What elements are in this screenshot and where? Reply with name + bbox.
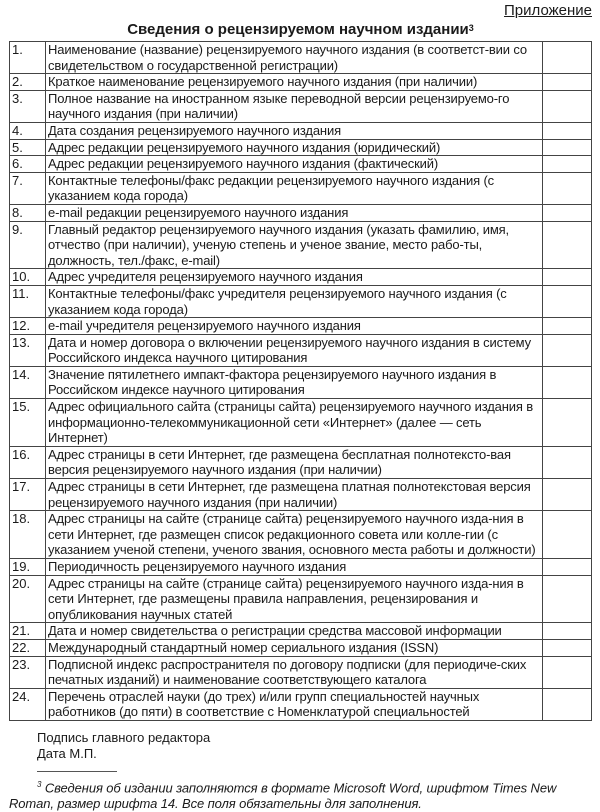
row-value-cell[interactable] [543,446,592,478]
row-value-cell[interactable] [543,366,592,398]
table-row [10,90,592,122]
table-row [10,42,592,74]
row-value-cell[interactable] [543,139,592,156]
row-number: 6. [10,156,46,173]
table-row [10,156,592,173]
page-title [9,20,592,39]
row-value-cell[interactable] [543,623,592,640]
row-value-cell[interactable] [543,172,592,204]
row-field-label: Дата и номер свидетельства о регистрации средства массовой информации [46,623,543,640]
table-row [10,285,592,317]
row-number: 24. [10,688,46,720]
footnote-mark: 3 [37,779,42,789]
row-field-label: Дата создания рецензируемого научного издания [46,122,543,139]
table-row [10,639,592,656]
footnote-divider [37,771,117,772]
table-row [10,656,592,688]
signature-date-line: Дата М.П. [37,745,97,761]
row-field-label: Перечень отраслей науки (до трех) и/или групп специальностей научных работников (до пяти) в соответствие с Номенклатурой специальностей [46,688,543,720]
row-number: 20. [10,575,46,623]
table-row [10,623,592,640]
row-number: 5. [10,139,46,156]
row-value-cell[interactable] [543,479,592,511]
appendix-label: Приложение [504,2,592,19]
table-row [10,688,592,720]
row-number: 19. [10,559,46,576]
footnote-text: Сведения об издании заполняются в формате Microsoft Word, шрифтом Times New Roman, размер шрифта 14. Все поля обязательны для заполнения. [9,780,557,812]
row-field-label: Наименование (название) рецензируемого научного издания (в соответст-вии со свидетельством о государственной регистрации) [46,42,543,74]
row-number: 9. [10,221,46,269]
row-number: 18. [10,511,46,559]
table-row [10,559,592,576]
table-row [10,511,592,559]
row-field-label: Контактные телефоны/факс редакции рецензируемого научного издания (с указанием кода города) [46,172,543,204]
table-row [10,204,592,221]
row-number: 21. [10,623,46,640]
row-number: 12. [10,318,46,335]
row-number: 22. [10,639,46,656]
table-row [10,399,592,447]
signature-block [37,730,592,762]
row-field-label: Дата и номер договора о включении рецензируемого научного издания в систему Российского индекса научного цитирования [46,334,543,366]
row-value-cell[interactable] [543,221,592,269]
row-value-cell[interactable] [543,575,592,623]
table-row [10,122,592,139]
row-field-label: Адрес редакции рецензируемого научного издания (юридический) [46,139,543,156]
signature-editor-line: Подпись главного редактора [37,729,211,745]
table-body [10,42,592,721]
row-number: 11. [10,285,46,317]
row-field-label: Контактные телефоны/факс учредителя рецензируемого научного издания (с указанием кода города) [46,285,543,317]
row-value-cell[interactable] [543,656,592,688]
row-value-cell[interactable] [543,122,592,139]
title-text: Сведения о рецензируемом научном издании [127,21,469,38]
table-row [10,446,592,478]
footnote [9,777,592,812]
row-field-label: Адрес официального сайта (страницы сайта) рецензируемого научного издания в информационно-телекоммуникационной сети «Интернет» (далее — сеть Интернет) [46,399,543,447]
row-value-cell[interactable] [543,42,592,74]
row-value-cell[interactable] [543,639,592,656]
row-field-label: Адрес страницы на сайте (странице сайта) рецензируемого научного изда-ния в сети Интернет, где размещен список редакционного совета или колле-гии (с указанием ученой степени, ученого звания, основного места работы и должности) [46,511,543,559]
title-footnote-mark: 3 [468,23,474,33]
row-field-label: Адрес страницы в сети Интернет, где размещена бесплатная полнотексто-вая версия рецензируемого научного издания (при наличии) [46,446,543,478]
row-number: 8. [10,204,46,221]
row-value-cell[interactable] [543,90,592,122]
row-field-label: Подписной индекс распространителя по договору подписки (для периодиче-ских печатных изданий) и наименование соответствующего каталога [46,656,543,688]
row-field-label: Международный стандартный номер сериального издания (ISSN) [46,639,543,656]
row-number: 14. [10,366,46,398]
table-row [10,479,592,511]
row-value-cell[interactable] [543,269,592,286]
table-row [10,366,592,398]
row-number: 15. [10,399,46,447]
row-value-cell[interactable] [543,156,592,173]
row-field-label: Адрес страницы на сайте (странице сайта) рецензируемого научного изда-ния в сети Интернет, где размещены правила направления, рецензирования и опубликования научных статей [46,575,543,623]
row-value-cell[interactable] [543,285,592,317]
row-value-cell[interactable] [543,318,592,335]
row-value-cell[interactable] [543,511,592,559]
row-number: 2. [10,74,46,91]
row-field-label: e-mail учредителя рецензируемого научного издания [46,318,543,335]
table-row [10,269,592,286]
table-row [10,172,592,204]
row-field-label: Значение пятилетнего импакт-фактора рецензируемого научного издания в Российском индексе научного цитирования [46,366,543,398]
table-row [10,139,592,156]
row-number: 3. [10,90,46,122]
row-field-label: Периодичность рецензируемого научного издания [46,559,543,576]
row-value-cell[interactable] [543,204,592,221]
row-number: 17. [10,479,46,511]
row-number: 16. [10,446,46,478]
table-row [10,221,592,269]
table-row [10,334,592,366]
row-value-cell[interactable] [543,74,592,91]
table-row [10,318,592,335]
row-number: 1. [10,42,46,74]
row-value-cell[interactable] [543,688,592,720]
row-field-label: Краткое наименование рецензируемого научного издания (при наличии) [46,74,543,91]
row-value-cell[interactable] [543,559,592,576]
row-field-label: Полное название на иностранном языке переводной версии рецензируемо-го научного издания (при наличии) [46,90,543,122]
row-value-cell[interactable] [543,334,592,366]
row-field-label: Адрес страницы в сети Интернет, где размещена платная полнотекстовая версия рецензируемого научного издания (при наличии) [46,479,543,511]
row-number: 10. [10,269,46,286]
row-number: 4. [10,122,46,139]
row-field-label: e-mail редакции рецензируемого научного издания [46,204,543,221]
table-row [10,74,592,91]
table-row [10,575,592,623]
row-field-label: Адрес редакции рецензируемого научного издания (фактический) [46,156,543,173]
row-field-label: Адрес учредителя рецензируемого научного издания [46,269,543,286]
row-number: 23. [10,656,46,688]
journal-info-table [9,41,592,721]
row-field-label: Главный редактор рецензируемого научного издания (указать фамилию, имя, отчество (при наличии), ученую степень и ученое звание, место рабо-ты, должность, тел./факс, e-mail) [46,221,543,269]
row-number: 7. [10,172,46,204]
row-value-cell[interactable] [543,399,592,447]
row-number: 13. [10,334,46,366]
